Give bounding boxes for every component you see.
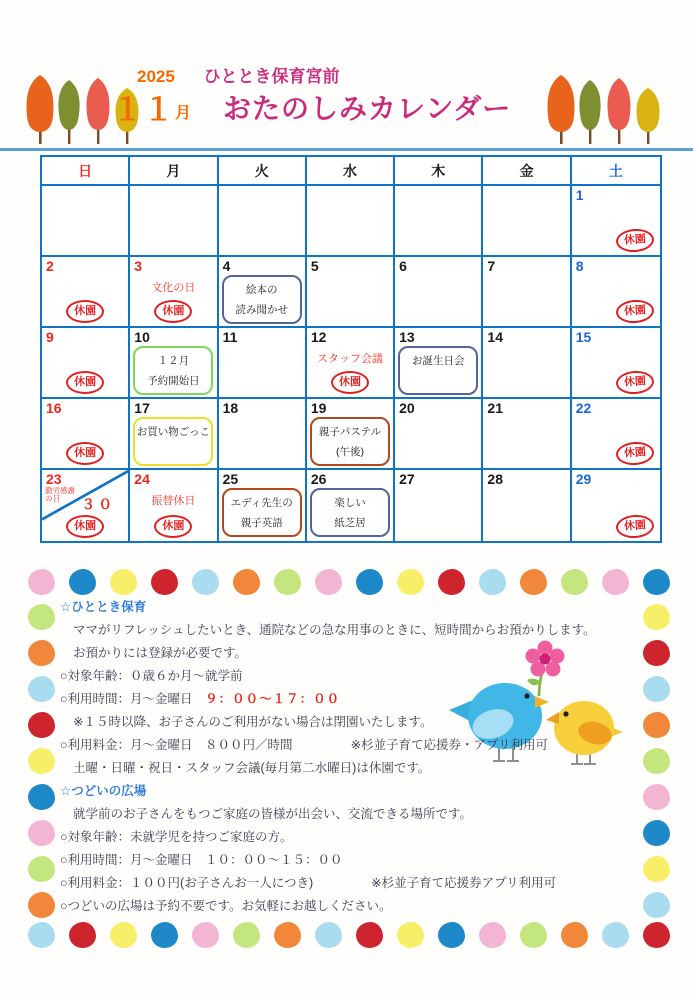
border-dot-bottom: [479, 922, 506, 948]
border-dot-bottom: [561, 922, 588, 948]
calendar-cell-3: [130, 257, 218, 328]
border-dot-top: [28, 569, 55, 595]
calendar-cell-28: [483, 470, 571, 541]
closed-stamp: 休園: [66, 300, 104, 323]
closed-stamp: 休園: [154, 300, 192, 323]
calendar-cell-18: [219, 399, 307, 470]
calendar-cell-9: [42, 328, 130, 399]
info-line: [58, 849, 648, 872]
date-number: 2: [46, 258, 54, 274]
border-dot-bottom: [274, 922, 301, 948]
border-dot-top: [233, 569, 260, 595]
info-text-segment: ☆つどいの広場: [60, 784, 147, 798]
border-dot-bottom: [397, 922, 424, 948]
border-dot-top: [192, 569, 219, 595]
info-text-segment: ○利用料金：１００円(お子さんお一人につき): [60, 876, 314, 890]
date-number: 21: [487, 400, 503, 416]
event-label: 紙芝居: [334, 517, 366, 530]
page-title: おたのしみカレンダー: [223, 93, 512, 125]
header-line2: [112, 94, 511, 125]
border-dot-left: [28, 856, 55, 882]
calendar-cell-29: [572, 470, 660, 541]
border-dot-bottom: [69, 922, 96, 948]
date-number: 6: [399, 258, 407, 274]
header-divider: [0, 148, 693, 151]
event-label: エディ先生の: [230, 496, 293, 509]
event-box: [133, 417, 213, 466]
closed-stamp: 休園: [615, 514, 655, 540]
month-number: １１: [112, 92, 174, 127]
border-dot-bottom: [520, 922, 547, 948]
date-number: 9: [46, 329, 54, 345]
info-text-segment: ９：００～１７：００: [205, 692, 341, 706]
closed-stamp: 休園: [615, 228, 655, 254]
date-number: 13: [399, 329, 415, 345]
year-label: 2025: [137, 67, 175, 86]
date-number: 14: [487, 329, 503, 345]
month-suffix: 月: [175, 105, 192, 122]
header-line1: [137, 62, 340, 87]
event-label: １２月: [157, 354, 190, 367]
calendar-cell-empty: [395, 186, 483, 257]
border-dot-top: [110, 569, 137, 595]
date-number: 10: [134, 329, 150, 345]
info-line: [58, 757, 648, 780]
info-text-segment: ※１５時以降、お子さんのご利用がない場合は閉園いたします。: [73, 715, 433, 729]
weekday-金: 金: [483, 157, 571, 186]
weekday-日: 日: [42, 157, 130, 186]
info-text-segment: ☆ひととき保育: [60, 600, 147, 614]
calendar-cell-10: [130, 328, 218, 399]
calendar-cell-13: [395, 328, 483, 399]
calendar-cell-8: [572, 257, 660, 328]
border-dot-bottom: [356, 922, 383, 948]
border-dot-top: [69, 569, 96, 595]
calendar-cell-6: [395, 257, 483, 328]
event-label: (午後): [335, 446, 364, 459]
info-text-segment: ママがリフレッシュしたいとき、通院などの急な用事のときに、短時間からお預かりします。: [73, 623, 596, 637]
event-label: 予約開始日: [147, 375, 200, 388]
event-box: [222, 488, 302, 537]
border-dot-top: [151, 569, 178, 595]
calendar-weekday-row: [42, 157, 660, 186]
weekday-木: 木: [395, 157, 483, 186]
event-label: 親子パステル: [318, 425, 382, 438]
calendar-cell-25: [219, 470, 307, 541]
border-dot-left: [28, 604, 55, 630]
border-dot-left: [28, 676, 55, 702]
weekday-月: 月: [130, 157, 218, 186]
closed-stamp: 休園: [615, 441, 655, 467]
calendar-cell-1: [572, 186, 660, 257]
event-label: 読み聞かせ: [235, 304, 288, 317]
event-label: お誕生日会: [412, 355, 465, 367]
closed-stamp: 休園: [154, 515, 192, 538]
calendar-cell-23: [42, 470, 130, 541]
border-dot-bottom: [602, 922, 629, 948]
date-number-extra: ３０: [81, 496, 116, 512]
info-line: [58, 734, 648, 757]
border-dot-bottom: [315, 922, 342, 948]
border-dot-left: [28, 892, 55, 918]
info-line: [58, 711, 648, 734]
calendar-cell-empty: [219, 186, 307, 257]
info-text-segment: 就学前のお子さんをもつご家庭の皆様が出会い、交流できる場所です。: [73, 807, 473, 821]
info-line: [58, 619, 648, 642]
holiday-name-line: の日: [45, 494, 60, 503]
calendar-cell-26: [307, 470, 395, 541]
date-number: 26: [310, 471, 327, 487]
date-number: 1: [575, 187, 584, 203]
info-text-segment: お預かりには登録が必要です。: [73, 646, 248, 660]
border-dot-bottom: [643, 922, 670, 948]
info-text-segment: ○対象年齢：０歳６か月～就学前: [60, 669, 243, 683]
calendar-cell-17: [130, 399, 218, 470]
date-number: 5: [310, 258, 319, 274]
calendar-cell-20: [395, 399, 483, 470]
calendar-cell-21: [483, 399, 571, 470]
border-dot-bottom: [110, 922, 137, 948]
border-dot-bottom: [28, 922, 55, 948]
border-dot-top: [397, 569, 424, 595]
holiday-label: スタッフ会議: [316, 353, 383, 365]
event-box: [310, 417, 390, 466]
border-dot-left: [28, 820, 55, 846]
border-dot-top: [356, 569, 383, 595]
event-box: [310, 488, 390, 537]
info-line: [58, 665, 648, 688]
date-number: 16: [46, 400, 62, 416]
border-dot-top: [520, 569, 547, 595]
calendar-cell-16: [42, 399, 130, 470]
info-text-segment: ○つどいの広場は予約不要です。お気軽にお越しください。: [60, 899, 392, 913]
calendar-cell-7: [483, 257, 571, 328]
calendar-table: [40, 155, 662, 543]
border-dot-top: [438, 569, 465, 595]
date-number: 15: [575, 329, 592, 345]
autumn-trees-right-icon: [545, 74, 665, 151]
date-number: 19: [310, 400, 327, 416]
date-number: 24: [134, 471, 150, 487]
event-label: 楽しい: [334, 496, 366, 509]
calendar-cell-27: [395, 470, 483, 541]
closed-stamp: 休園: [615, 370, 655, 396]
date-number: 7: [487, 258, 496, 274]
calendar-cell-5: [307, 257, 395, 328]
date-number: 29: [575, 471, 592, 487]
weekday-土: 土: [572, 157, 660, 186]
closed-stamp: 休園: [66, 442, 104, 465]
calendar-grid: [42, 186, 660, 541]
closed-stamp: 休園: [66, 371, 104, 394]
holiday-label: 振替休日: [151, 495, 196, 507]
date-number: 3: [134, 258, 143, 274]
date-number: 11: [222, 329, 238, 345]
border-dot-top: [274, 569, 301, 595]
info-heading: [58, 596, 648, 619]
info-line: [58, 826, 648, 849]
calendar-cell-empty: [307, 186, 395, 257]
event-box: [133, 346, 213, 395]
date-number: 25: [222, 471, 239, 487]
event-label: お買い物ごっこ: [136, 426, 211, 438]
info-line: [58, 688, 648, 711]
info-line: [58, 803, 648, 826]
border-dot-top: [602, 569, 629, 595]
date-number: 27: [399, 471, 415, 487]
event-box: [222, 275, 302, 324]
date-number: 8: [575, 258, 584, 274]
border-dot-bottom: [233, 922, 260, 948]
border-dot-top: [479, 569, 506, 595]
date-number: 23: [46, 471, 62, 487]
border-dot-top: [315, 569, 342, 595]
border-dot-top: [561, 569, 588, 595]
info-text-segment: ○対象年齢：未就学児を持つご家庭の方。: [60, 830, 293, 844]
calendar-cell-14: [483, 328, 571, 399]
info-text-segment: ※杉並子育て応援券・アプリ利用可: [350, 738, 549, 752]
border-dot-left: [28, 748, 55, 774]
calendar-cell-2: [42, 257, 130, 328]
calendar-cell-19: [307, 399, 395, 470]
calendar-cell-empty: [42, 186, 130, 257]
date-number: 4: [222, 258, 231, 274]
closed-stamp: 休園: [66, 515, 104, 538]
date-number: 12: [310, 329, 327, 345]
holiday-label: 文化の日: [151, 282, 196, 294]
organization-name: ひととき保育宮前: [203, 67, 340, 86]
closed-stamp: 休園: [615, 299, 655, 325]
info-text-segment: ※杉並子育て応援券アプリ利用可: [371, 876, 557, 890]
event-label: 親子英語: [240, 517, 283, 530]
calendar-cell-11: [219, 328, 307, 399]
date-number: 18: [222, 400, 239, 416]
border-dot-bottom: [151, 922, 178, 948]
border-dot-bottom: [192, 922, 219, 948]
calendar-cell-empty: [130, 186, 218, 257]
calendar-cell-15: [572, 328, 660, 399]
info-line: [58, 642, 648, 665]
info-text-segment: ○利用料金：月～金曜日 ８００円／時間: [60, 738, 293, 752]
weekday-火: 火: [219, 157, 307, 186]
info-text-segment: ○利用時間：月～金曜日: [60, 692, 206, 706]
info-section: [58, 596, 648, 918]
info-line: [58, 872, 648, 895]
calendar-cell-4: [219, 257, 307, 328]
date-number: 17: [134, 400, 150, 416]
date-number: 20: [399, 400, 415, 416]
calendar-cell-22: [572, 399, 660, 470]
calendar-cell-12: [307, 328, 395, 399]
info-line: [58, 895, 648, 918]
event-box: [398, 346, 478, 395]
date-number: 22: [575, 400, 592, 416]
border-dot-top: [643, 569, 670, 595]
calendar-cell-empty: [483, 186, 571, 257]
info-heading: [58, 780, 648, 803]
border-dot-left: [28, 640, 55, 666]
border-dot-bottom: [438, 922, 465, 948]
date-number: 28: [487, 471, 503, 487]
info-text-segment: ○利用時間：月～金曜日 １０：００～１５：００: [60, 853, 343, 867]
border-dot-left: [28, 784, 55, 810]
closed-stamp: 休園: [331, 371, 369, 394]
weekday-水: 水: [307, 157, 395, 186]
event-label: 絵本の: [245, 283, 278, 296]
calendar-cell-24: [130, 470, 218, 541]
holiday-name-line: 勤労感謝: [45, 486, 75, 495]
border-dot-left: [28, 712, 55, 738]
info-text-segment: 土曜・日曜・祝日・スタッフ会議(毎月第二水曜日)は休園です。: [73, 761, 431, 775]
